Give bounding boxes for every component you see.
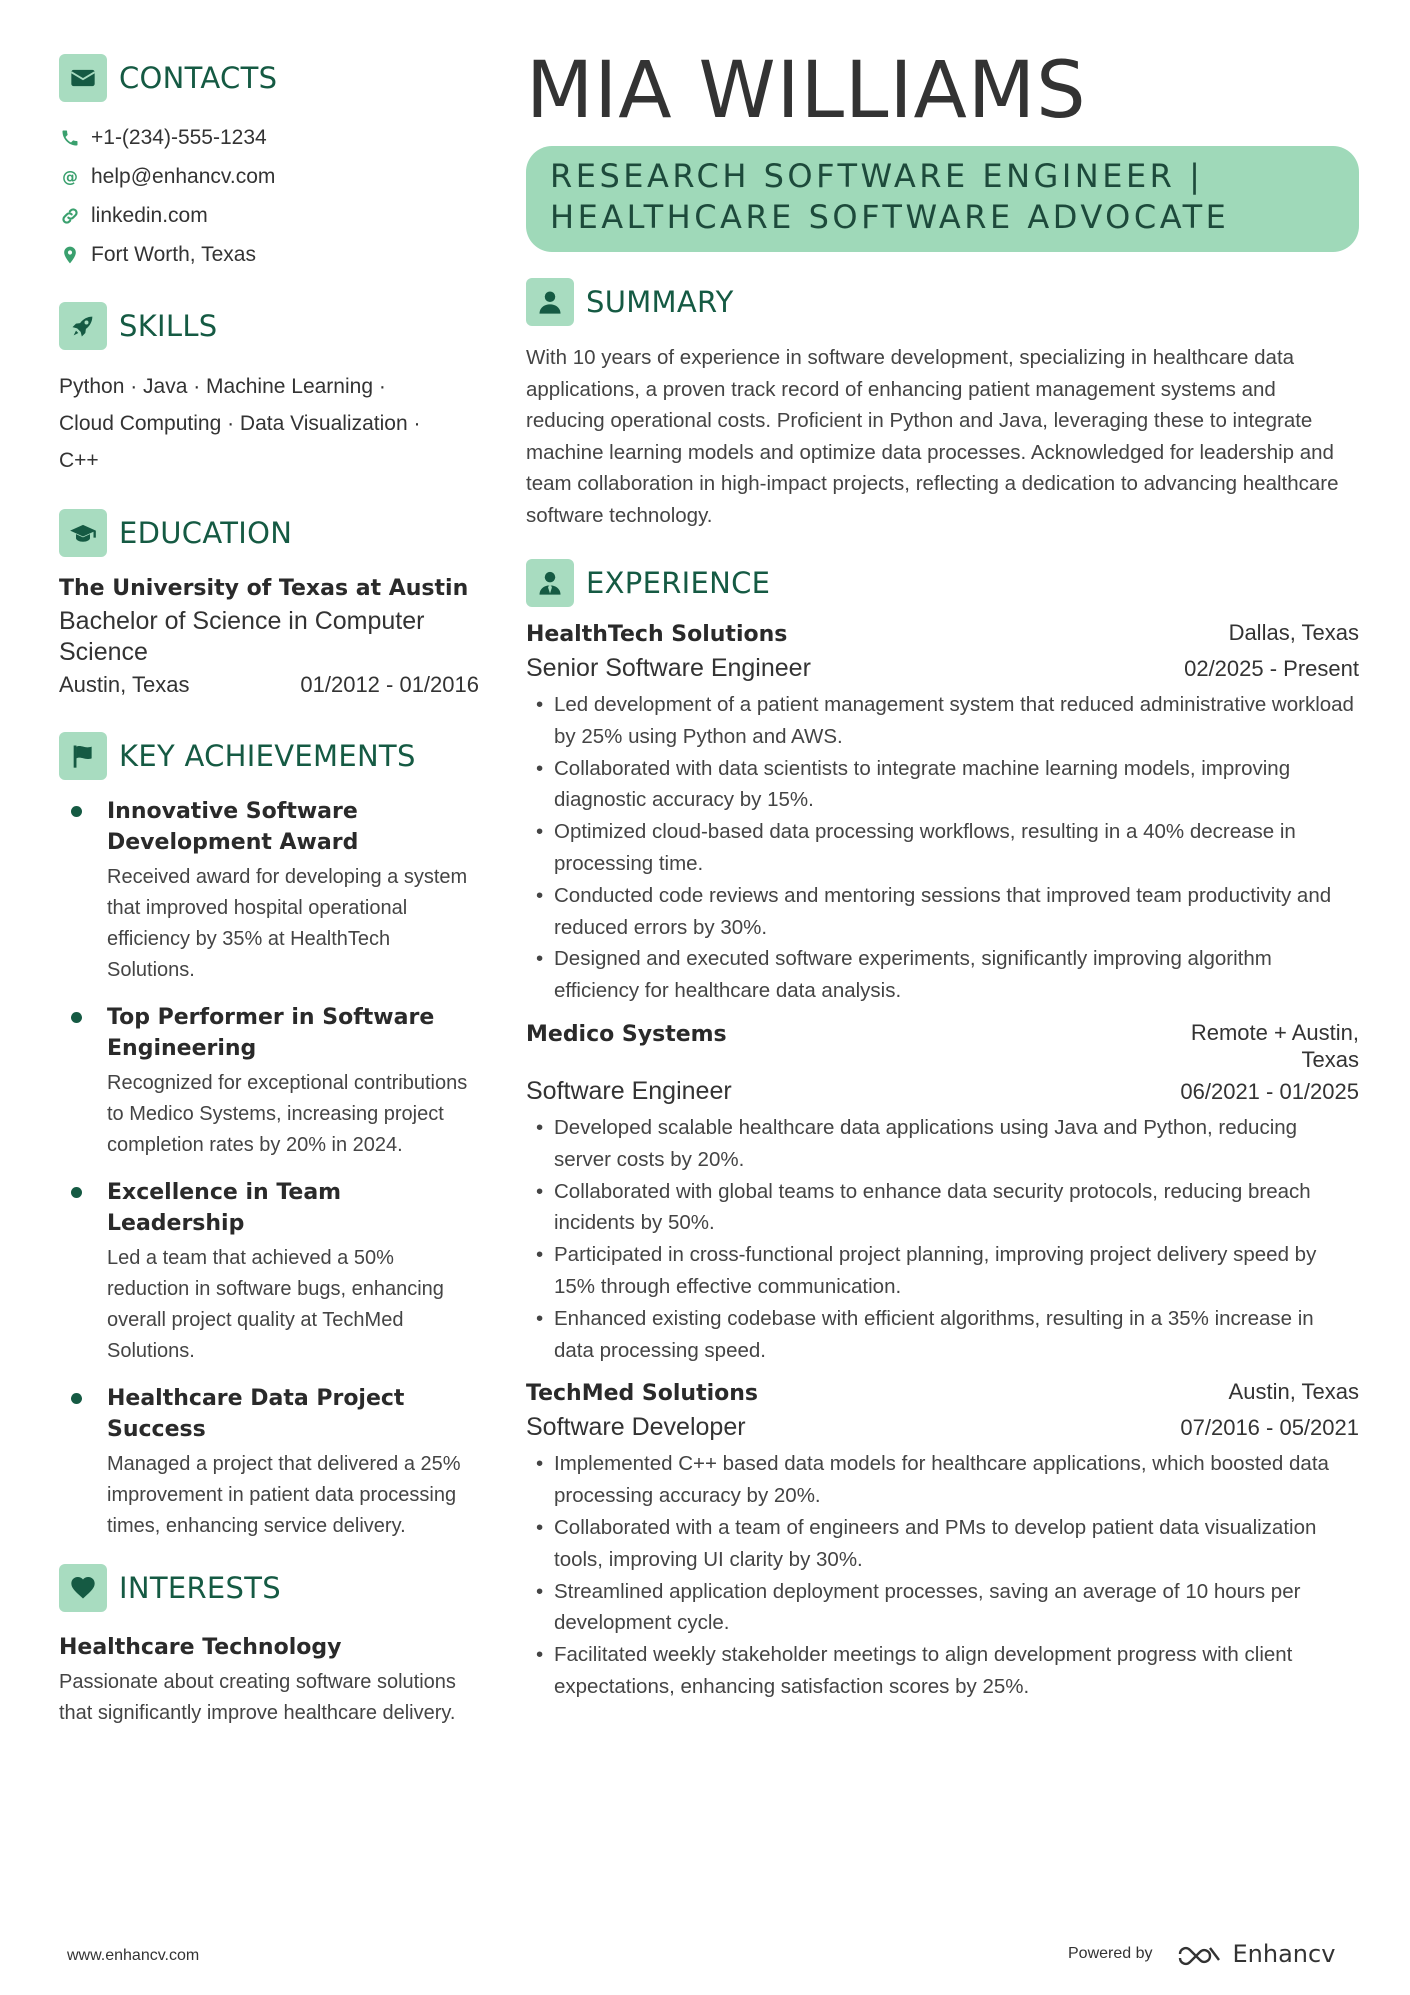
- job-bullet: • Collaborated with global teams to enhance data security protocols, reducing breach incidents by 50%.: [526, 1176, 1359, 1240]
- achievement-title: Excellence in Team Leadership: [107, 1180, 342, 1236]
- rocket-icon: [59, 302, 107, 350]
- enhancv-logo-icon: [1177, 1942, 1223, 1966]
- job-meta: [526, 1073, 1359, 1110]
- section-title: CONTACTS: [119, 61, 278, 95]
- job-location: Austin, Texas: [1228, 1379, 1359, 1405]
- job-bullet: • Streamlined application deployment processes, saving an average of 10 hours per development cycle.: [526, 1576, 1359, 1640]
- achievement-title: Innovative Software Development Award: [107, 799, 359, 855]
- achievement-item: [59, 796, 479, 986]
- job-company: Medico Systems: [526, 1021, 727, 1047]
- job-bullet: • Collaborated with a team of engineers and PMs to develop patient data visualization tools, improving UI clarity by 30%.: [526, 1512, 1359, 1576]
- email-text: help@enhancv.com: [91, 164, 276, 188]
- job-header: [526, 619, 1359, 650]
- skills-header: [59, 302, 479, 350]
- job-bullets: [526, 1112, 1359, 1366]
- phone-icon: [59, 127, 81, 149]
- user-icon: [526, 278, 574, 326]
- education-dates: 01/2012 - 01/2016: [300, 672, 479, 697]
- education-meta: [59, 668, 479, 702]
- candidate-name: MIA WILLIAMS: [526, 46, 1087, 136]
- section-title: SUMMARY: [586, 285, 734, 319]
- achievement-item: [59, 1177, 479, 1367]
- achievement-title: Healthcare Data Project Success: [107, 1386, 405, 1442]
- bullet-dot: [71, 1012, 82, 1023]
- right-column: [526, 46, 1359, 1703]
- powered-by-text: Powered by: [1068, 1945, 1153, 1962]
- map-pin-icon: [59, 244, 81, 266]
- location-text: Fort Worth, Texas: [91, 242, 256, 266]
- job-bullet: • Led development of a patient management system that reduced administrative workload by 25% using Python and AWS.: [526, 689, 1359, 753]
- section-title: EDUCATION: [119, 516, 293, 550]
- job-header: [526, 1378, 1359, 1409]
- education-school: The University of Texas at Austin: [59, 576, 469, 601]
- achievement-desc: Led a team that achieved a 50% reduction in software bugs, enhancing overall project quality at TechMed Solutions.: [107, 1247, 444, 1362]
- svg-text:@: @: [62, 166, 78, 186]
- education-header: [59, 509, 479, 557]
- heart-icon: [59, 1564, 107, 1612]
- job-bullet: • Enhanced existing codebase with efficient algorithms, resulting in a 35% increase in data processing speed.: [526, 1303, 1359, 1367]
- skills-line: C++: [59, 449, 99, 472]
- skills-line: Cloud Computing · Data Visualization ·: [59, 412, 421, 435]
- brand-name: Enhancv: [1232, 1940, 1336, 1968]
- job-bullet: • Participated in cross-functional project planning, improving project delivery speed by 15% through effective communication.: [526, 1239, 1359, 1303]
- headline-line: RESEARCH SOFTWARE ENGINEER |: [550, 157, 1204, 195]
- job-bullet: • Developed scalable healthcare data applications using Java and Python, reducing server costs by 20%.: [526, 1112, 1359, 1176]
- section-title: INTERESTS: [119, 1571, 281, 1605]
- job-location: Remote + Austin, Texas: [1190, 1019, 1359, 1072]
- achievement-item: [59, 1002, 479, 1161]
- skills-line: Python · Java · Machine Learning ·: [59, 375, 386, 398]
- at-icon: [59, 166, 81, 188]
- job-bullets: [526, 1448, 1359, 1702]
- section-title: SKILLS: [119, 309, 218, 343]
- user-tie-icon: [526, 559, 574, 607]
- job-role: Senior Software Engineer: [526, 654, 811, 682]
- achievement-item: [59, 1383, 479, 1542]
- bullet-dot: [71, 1187, 82, 1198]
- summary-text: With 10 years of experience in software development, specializing in healthcare data applications, a proven track record of enhancing patient management systems and reducing operational costs. Proficient in Python and Java, leveraging these to integrate machine learning models and optimize data processes. Acknowledged for leadership and team collaboration in high-impact projects, reflecting a dedication to advancing healthcare software technology.: [526, 346, 1339, 527]
- headline-line: HEALTHCARE SOFTWARE ADVOCATE: [550, 198, 1230, 236]
- experience-item: [526, 1019, 1359, 1366]
- job-meta: [526, 1409, 1359, 1446]
- linkedin-text: linkedin.com: [91, 203, 208, 227]
- experience-item: [526, 1378, 1359, 1702]
- graduation-cap-icon: [59, 509, 107, 557]
- job-bullets: [526, 689, 1359, 1007]
- interest-title: Healthcare Technology: [59, 1635, 342, 1660]
- job-role: Software Developer: [526, 1413, 746, 1442]
- achievement-title: Top Performer in Software Engineering: [107, 1005, 435, 1061]
- interest-desc: Passionate about creating software solutions that significantly improve healthcare delivery.: [59, 1671, 456, 1724]
- section-title: KEY ACHIEVEMENTS: [119, 739, 416, 773]
- job-company: HealthTech Solutions: [526, 622, 788, 647]
- headline-box: [526, 146, 1359, 252]
- enhancv-logo[interactable]: [1177, 1940, 1336, 1968]
- job-bullet: • Implemented C++ based data models for healthcare applications, which boosted data processing accuracy by 20%.: [526, 1448, 1359, 1512]
- achievements-header: [59, 732, 479, 780]
- experience-header: [526, 559, 1359, 607]
- phone-text: +1-(234)-555-1234: [91, 125, 267, 149]
- achievements-list: [59, 796, 479, 1542]
- skills-list: [59, 368, 479, 479]
- job-bullet: • Conducted code reviews and mentoring sessions that improved team productivity and reduced errors by 30%.: [526, 880, 1359, 944]
- job-dates: 06/2021 - 01/2025: [1180, 1078, 1359, 1104]
- job-location: Dallas, Texas: [1228, 620, 1359, 645]
- education-location: Austin, Texas: [59, 672, 190, 697]
- contact-linkedin: [59, 196, 479, 235]
- contacts-list: [59, 118, 479, 274]
- footer-website-link[interactable]: www.enhancv.com: [67, 1947, 200, 1964]
- job-role: Software Engineer: [526, 1076, 732, 1105]
- envelope-icon: [59, 54, 107, 102]
- job-bullet: • Facilitated weekly stakeholder meetings to align development progress with client expectations, enhancing satisfaction scores by 25%.: [526, 1639, 1359, 1703]
- bullet-dot: [71, 1393, 82, 1404]
- link-icon: [59, 205, 81, 227]
- education-degree: Bachelor of Science in Computer Science: [59, 607, 425, 666]
- job-dates: 02/2025 - Present: [1184, 656, 1359, 681]
- summary-header: [526, 278, 1359, 326]
- job-company: TechMed Solutions: [526, 1381, 759, 1407]
- contact-phone: [59, 118, 479, 157]
- job-bullet: • Collaborated with data scientists to integrate machine learning models, improving diagnostic accuracy by 15%.: [526, 753, 1359, 817]
- contact-location: [59, 235, 479, 274]
- job-meta: [526, 650, 1359, 687]
- footer-branding: [1068, 1940, 1335, 1968]
- achievement-desc: Managed a project that delivered a 25% improvement in patient data processing times, enhancing service delivery.: [107, 1453, 461, 1537]
- interests-header: [59, 1564, 479, 1612]
- job-dates: 07/2016 - 05/2021: [1180, 1415, 1359, 1441]
- contacts-header: [59, 54, 479, 102]
- job-header: [526, 1019, 1359, 1073]
- bullet-dot: [71, 806, 82, 817]
- job-bullet: • Optimized cloud-based data processing workflows, resulting in a 40% decrease in processing time.: [526, 816, 1359, 880]
- contact-email: [59, 157, 479, 196]
- section-title: EXPERIENCE: [586, 566, 771, 600]
- left-column: [59, 54, 479, 1729]
- job-bullet: • Designed and executed software experiments, significantly improving algorithm efficiency for healthcare data analysis.: [526, 943, 1359, 1007]
- achievement-desc: Recognized for exceptional contributions to Medico Systems, increasing project completion rates by 20% in 2024.: [107, 1072, 468, 1156]
- experience-item: [526, 619, 1359, 1007]
- flag-icon: [59, 732, 107, 780]
- achievement-desc: Received award for developing a system that improved hospital operational efficiency by 35% at HealthTech Solutions.: [107, 866, 468, 981]
